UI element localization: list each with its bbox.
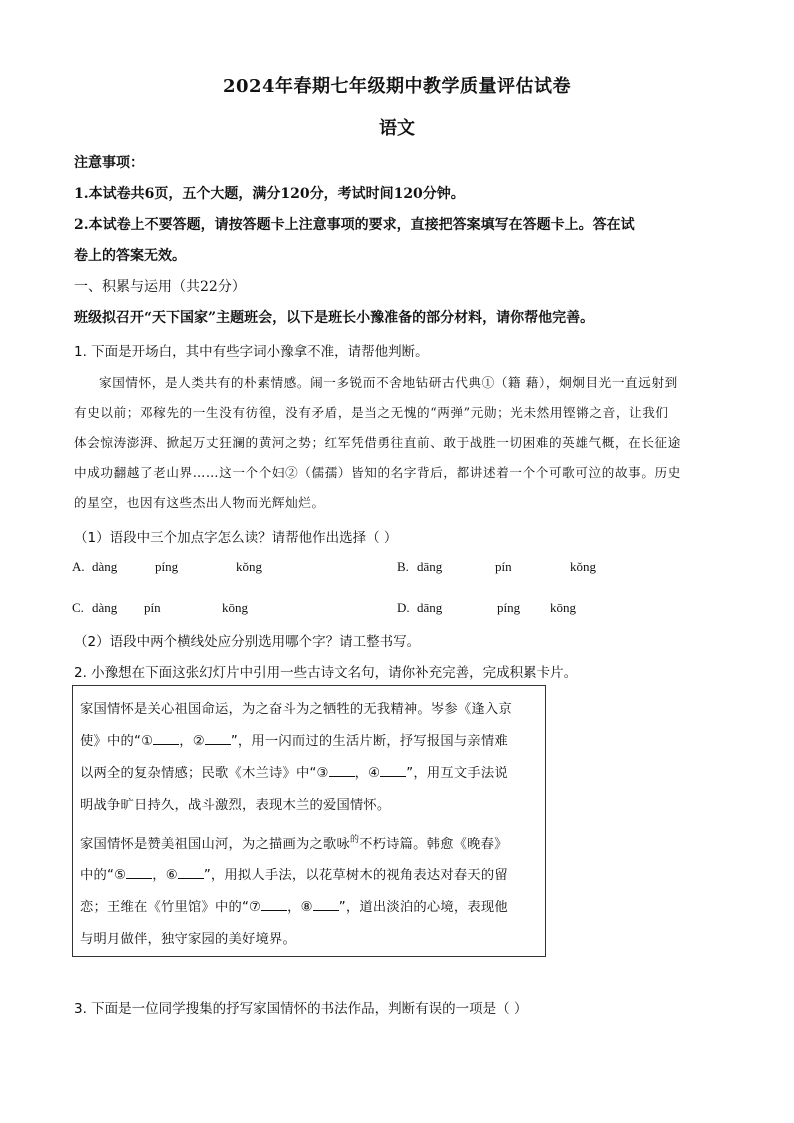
notice-heading: 注意事项： <box>74 155 144 171</box>
card-line: 中的“⑤ ，⑥ ”，用拟人手法，以花草树木的视角表达对春天的留 <box>80 868 508 883</box>
fill-blank-2[interactable] <box>205 732 231 745</box>
option-c-pinyin-2: pín <box>144 600 161 615</box>
fill-blank-8[interactable] <box>313 898 339 911</box>
option-b-pinyin-1: dāng <box>417 559 443 574</box>
option-a-pinyin-2: píng <box>155 559 179 574</box>
notice-item-2-line-2: 卷上的答案无效。 <box>74 248 186 264</box>
card-line: 家国情怀是赞美祖国山河，为之描画为之歌咏$^的$不朽诗篇。韩愈《晚春》 <box>80 835 508 852</box>
question-1-sub-1: （1）语段中三个加点字怎么读？请帮他作出选择（ ） <box>74 530 398 546</box>
passage-line: 体会惊涛澎湃、掀起万丈狂澜的黄河之势；红军凭借勇往直前、敢于战胜一切困难的英雄气概，在长征途 <box>74 435 681 450</box>
option-c-pinyin-3: kōng <box>222 600 248 615</box>
option-d-pinyin-2: píng <box>497 600 521 615</box>
fill-blank-3[interactable] <box>329 764 355 777</box>
fill-blank-5[interactable] <box>126 866 152 879</box>
passage-line: 家国情怀，是人类共有的朴素情感。闹一多锐而不舍地钻研古代典①（籍 藉），炯炯目光一直远射到 <box>99 375 678 390</box>
notice-item-1: 1.本试卷共6页，五个大题，满分120分，考试时间120分钟。 <box>74 186 465 202</box>
question-1-stem: 1. 下面是开场白，其中有些字词小豫拿不准，请帮他判断。 <box>74 344 429 360</box>
exam-subject: 语文 <box>379 118 415 139</box>
option-a-label[interactable]: A. <box>72 559 85 574</box>
option-c-pinyin-1: dàng <box>92 600 118 615</box>
option-a-pinyin-3: kǒng <box>236 559 262 574</box>
question-2-stem: 2. 小豫想在下面这张幻灯片中引用一些古诗文名句，请你补充完善，完成积累卡片。 <box>74 665 578 681</box>
notice-item-2-line-1: 2.本试卷上不要答题，请按答题卡上注意事项的要求，直接把答案填写在答题卡上。答在试 <box>74 217 635 233</box>
option-c-label[interactable]: C. <box>72 600 84 615</box>
option-d-pinyin-1: dāng <box>417 600 443 615</box>
option-a-pinyin-1: dàng <box>92 559 118 574</box>
card-line: 明战争旷日持久，战斗激烈，表现木兰的爱国情怀。 <box>80 798 391 813</box>
accumulation-card <box>72 685 546 957</box>
section-1-intro: 班级拟召开“天下国家”主题班会，以下是班长小豫准备的部分材料，请你帮他完善。 <box>74 310 595 326</box>
fill-blank-7[interactable] <box>261 898 287 911</box>
fill-blank-4[interactable] <box>380 764 406 777</box>
section-1-heading: 一、积累与运用（共22分） <box>74 279 246 295</box>
card-line: 恋；王维在《竹里馆》中的“⑦ ，⑧ ”，道出淡泊的心境，表现他 <box>80 900 508 915</box>
option-b-label[interactable]: B. <box>397 559 409 574</box>
passage-line: 的星空，也因有这些杰出人物而光辉灿烂。 <box>74 495 325 510</box>
card-line: 家国情怀是关心祖国命运，为之奋斗为之牺牲的无我精神。岑参《逢入京 <box>80 702 512 717</box>
passage-line: 中成功翻越了老山界……这一个个妇②（儒孺）皆知的名字背后，都讲述着一个个可歌可泣的故事。历史 <box>74 465 681 480</box>
fill-blank-1[interactable] <box>153 732 179 745</box>
option-d-label[interactable]: D. <box>397 600 410 615</box>
exam-title: 2024年春期七年级期中教学质量评估试卷 <box>222 76 572 97</box>
fill-blank-6[interactable] <box>178 866 204 879</box>
question-3-stem: 3. 下面是一位同学搜集的抒写家国情怀的书法作品，判断有误的一项是（ ） <box>74 1001 528 1017</box>
option-b-pinyin-2: pín <box>495 559 512 574</box>
question-1-sub-2: （2）语段中两个横线处应分别选用哪个字？请工整书写。 <box>74 634 421 650</box>
card-line: 以两全的复杂情感；民歌《木兰诗》中“③ ，④ ”，用互文手法说 <box>80 766 508 781</box>
passage-line: 有史以前；邓稼先的一生没有彷徨，没有矛盾，是当之无愧的“两弹”元勋；光未然用铿锵之音，让我们 <box>74 405 669 420</box>
card-line: 与明月做伴，独守家园的美好境界。 <box>80 932 296 947</box>
card-line: 使》中的“① ，② ”，用一闪而过的生活片断，抒写报国与亲情难 <box>80 734 508 749</box>
option-b-pinyin-3: kǒng <box>570 559 596 574</box>
option-d-pinyin-3: kōng <box>550 600 576 615</box>
